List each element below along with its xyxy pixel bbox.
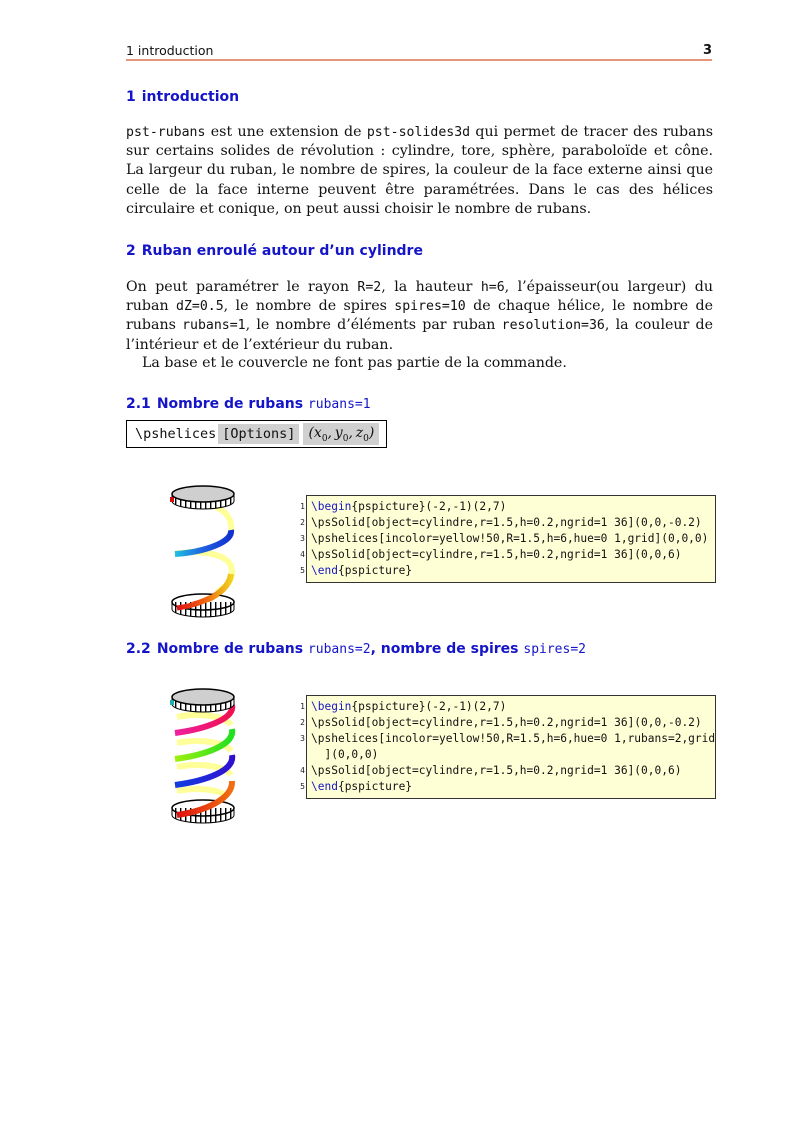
section-heading-ruban-cylindre	[126, 243, 423, 259]
line-number: 2	[300, 518, 305, 527]
code-keyword: \end	[311, 780, 338, 793]
top-lid	[172, 689, 234, 705]
subsection-heading-2-1	[126, 396, 371, 412]
code-text: \pshelices[incolor=yellow!50,R=1.5,h=6,hue=0 1,grid](0,0,0)	[311, 532, 709, 545]
code-keyword: \end	[311, 564, 338, 577]
code-line	[300, 563, 715, 579]
ribbon-start-mark	[170, 700, 174, 705]
top-lid	[172, 486, 234, 502]
code-text: {pspicture}	[337, 564, 413, 577]
code-text: {pspicture}(-2,-1)(2,7)	[351, 500, 507, 513]
running-header-section: 1 introduction	[126, 43, 214, 58]
subsection-title-continued: , nombre de spires	[370, 641, 524, 657]
subsection-code: spires=2	[523, 642, 586, 657]
code-text: ](0,0,0)	[311, 748, 379, 761]
syntax-box	[126, 420, 387, 448]
intro-paragraph	[126, 123, 713, 219]
section-number: 1	[126, 89, 136, 105]
subsection-number: 2.1	[126, 396, 151, 412]
page-number: 3	[702, 43, 712, 58]
coord-z: z	[355, 424, 364, 441]
parameters-paragraph	[126, 278, 713, 355]
section-title: introduction	[141, 89, 240, 105]
text-run: , l’épaisseur(ou largeur) du ruban	[126, 279, 713, 315]
code-line	[300, 763, 715, 779]
code-text: \psSolid[object=cylindre,r=1.5,h=0.2,ngrid=1 36](0,0,6)	[311, 764, 682, 777]
syntax-command: \pshelices	[135, 426, 217, 442]
inline-code: resolution=36	[501, 318, 605, 334]
code-line	[300, 715, 715, 731]
code-line	[300, 499, 715, 515]
code-keyword: \begin	[311, 700, 352, 713]
text-run: , le nombre d’éléments par ruban	[245, 317, 502, 334]
code-line	[300, 531, 715, 547]
inline-code: rubans=1	[182, 318, 246, 334]
code-line	[300, 731, 716, 747]
section-number: 2	[126, 243, 136, 259]
subsection-title: Nombre de rubans	[156, 396, 308, 412]
coord-x: x	[313, 424, 322, 441]
text-run: On peut paramétrer le rayon	[126, 279, 358, 295]
line-number: 1	[300, 502, 305, 511]
code-line	[311, 747, 715, 763]
code-line	[300, 515, 715, 531]
coord-open: (	[308, 424, 314, 441]
ribbon-start-mark	[170, 497, 174, 502]
text-run: de chaque hélice, le nombre de rubans	[126, 298, 713, 334]
helix-figure-1-ribbon	[165, 474, 245, 624]
inline-code: R=2	[357, 280, 382, 295]
subsection-number: 2.2	[126, 641, 151, 657]
running-header	[126, 42, 712, 60]
header-rule	[126, 59, 712, 61]
line-number: 2	[300, 718, 305, 727]
text-run: qui permet de tracer des rubans sur certains solides de révolution : cylindre, tore, sphère, paraboloïde et cône. La largeur du ruban, le nombre de spires, la couleur de la face externe ainsi que celle de la face interne peuvent être paramétrées. Dans le cas des hélices circulaire et conique, on peut aussi choisir le nombre de rubans.	[126, 124, 713, 217]
syntax-options: [Options]	[218, 424, 299, 444]
code-text: \psSolid[object=cylindre,r=1.5,h=0.2,ngrid=1 36](0,0,6)	[311, 548, 682, 561]
subsection-heading-2-2	[126, 641, 586, 657]
coord-close: )	[368, 424, 375, 441]
code-text: {pspicture}(-2,-1)(2,7)	[351, 700, 507, 713]
code-line	[300, 699, 715, 715]
text-run: , la hauteur	[381, 279, 481, 295]
note-paragraph: La base et le couvercle ne font pas partie de la commande.	[142, 355, 567, 371]
code-text: \pshelices[incolor=yellow!50,R=1.5,h=6,hue=0 1,rubans=2,grid	[311, 732, 716, 745]
code-listing-1	[300, 495, 716, 583]
line-number: 3	[300, 734, 305, 743]
coord-x-sub: 0	[321, 433, 328, 444]
section-title: Ruban enroulé autour d’un cylindre	[141, 243, 423, 259]
inline-code: spires=10	[394, 299, 466, 315]
coord-z-sub: 0	[363, 433, 369, 444]
subsection-code: rubans=1	[307, 397, 371, 412]
ribbon-back-segment	[177, 789, 227, 797]
code-text: {pspicture}	[337, 780, 413, 793]
subsection-code: rubans=2	[307, 642, 371, 657]
inline-code: pst-rubans	[126, 125, 206, 140]
code-line	[300, 547, 715, 563]
line-number: 1	[300, 702, 305, 711]
coord-y: y	[334, 424, 343, 441]
line-number: 5	[300, 782, 305, 791]
helix-figure-2-ribbons	[165, 677, 245, 832]
line-number: 5	[300, 566, 305, 575]
code-line	[300, 779, 715, 795]
inline-code: dZ=0.5	[176, 299, 224, 315]
inline-code: h=6	[480, 280, 505, 295]
text-run: est une extension de	[205, 124, 367, 140]
code-text: \psSolid[object=cylindre,r=1.5,h=0.2,ngrid=1 36](0,0,-0.2)	[311, 716, 702, 729]
ribbon-front-segment	[175, 530, 231, 554]
inline-code: pst-solides3d	[366, 125, 471, 140]
text-run: , le nombre de spires	[223, 298, 395, 315]
code-text: \psSolid[object=cylindre,r=1.5,h=0.2,ngrid=1 36](0,0,-0.2)	[311, 516, 702, 529]
code-listing-2	[300, 695, 716, 799]
syntax-coordinates: ($x_0$, $y_0$, $z_0$)	[303, 423, 379, 446]
section-heading-introduction	[126, 89, 239, 105]
code-keyword: \begin	[311, 500, 352, 513]
line-number: 4	[300, 550, 305, 559]
line-number: 4	[300, 766, 305, 775]
text-run: , la couleur de l’intérieur et de l’extérieur du ruban.	[126, 317, 713, 353]
line-number: 3	[300, 534, 305, 543]
coord-y-sub: 0	[342, 433, 349, 444]
subsection-title: Nombre de rubans	[156, 641, 308, 657]
